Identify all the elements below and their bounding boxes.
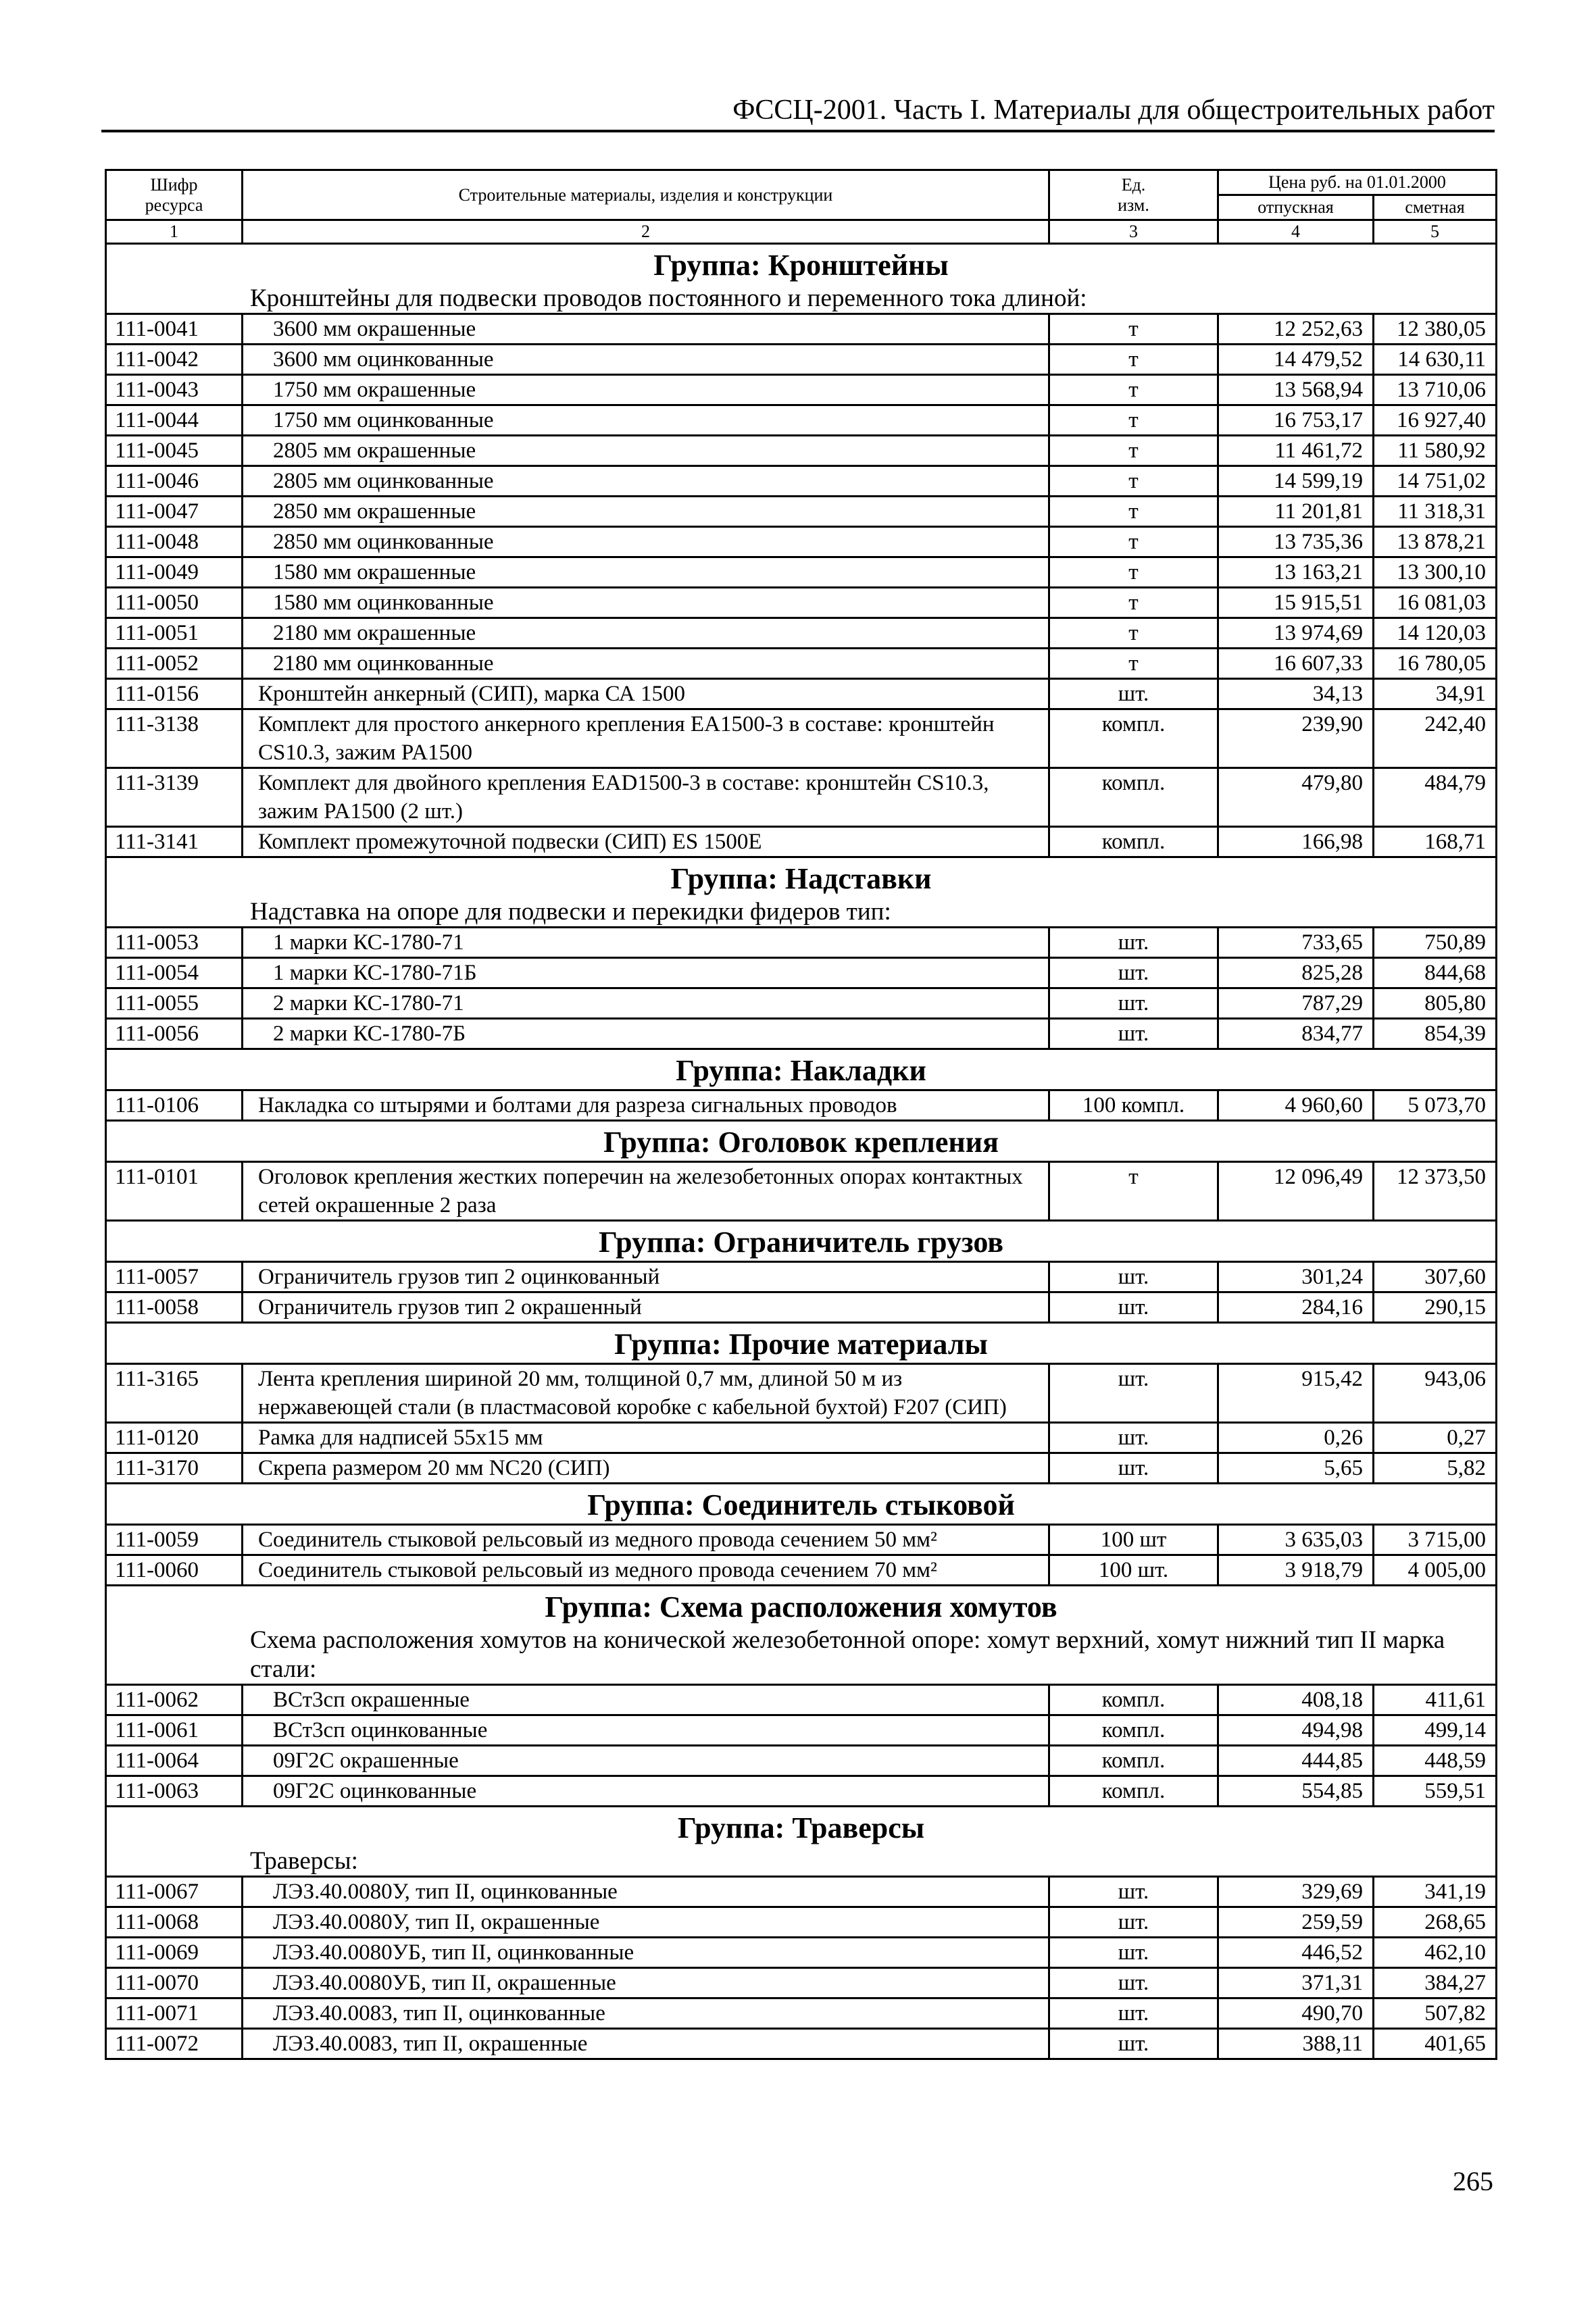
running-header: ФССЦ-2001. Часть I. Материалы для общестроительных работ [732, 95, 1495, 126]
material-name: 1 марки КС-1780-71 [243, 928, 1049, 958]
unit-of-measure: т [1049, 618, 1218, 649]
release-price: 444,85 [1218, 1746, 1374, 1776]
unit-of-measure: компл. [1049, 1685, 1218, 1715]
unit-of-measure: т [1049, 1162, 1218, 1221]
resource-code: 111-3170 [106, 1453, 243, 1484]
release-price: 825,28 [1218, 958, 1374, 988]
estimate-price: 13 878,21 [1374, 527, 1497, 557]
estimate-price: 242,40 [1374, 709, 1497, 768]
material-name: Накладка со штырями и болтами для разреза сигнальных проводов [243, 1090, 1049, 1121]
release-price: 239,90 [1218, 709, 1374, 768]
estimate-price: 484,79 [1374, 768, 1497, 827]
estimate-price: 268,65 [1374, 1907, 1497, 1938]
table-row [106, 988, 1497, 1019]
table-row [106, 527, 1497, 557]
release-price: 329,69 [1218, 1877, 1374, 1907]
group-title: Группа: Накладки [106, 1049, 1497, 1090]
resource-code: 111-0051 [106, 618, 243, 649]
material-name: 1750 мм оцинкованные [243, 405, 1049, 436]
release-price: 490,70 [1218, 1998, 1374, 2029]
material-name: 2805 мм оцинкованные [243, 466, 1049, 497]
table-row [106, 1090, 1497, 1121]
release-price: 13 163,21 [1218, 557, 1374, 588]
unit-of-measure: шт. [1049, 928, 1218, 958]
column-number: 1 [106, 220, 243, 244]
estimate-price: 12 373,50 [1374, 1162, 1497, 1221]
table-body [106, 244, 1497, 2059]
resource-code: 111-3165 [106, 1364, 243, 1423]
column-header-code-line1: Шифр [150, 174, 198, 195]
unit-of-measure: т [1049, 557, 1218, 588]
group-header-row [106, 1484, 1497, 1525]
table-row [106, 679, 1497, 709]
material-name: 2850 мм оцинкованные [243, 527, 1049, 557]
estimate-price: 499,14 [1374, 1715, 1497, 1746]
table-row [106, 618, 1497, 649]
estimate-price: 854,39 [1374, 1019, 1497, 1049]
release-price: 11 461,72 [1218, 436, 1374, 466]
unit-of-measure: шт. [1049, 988, 1218, 1019]
resource-code: 111-0067 [106, 1877, 243, 1907]
unit-of-measure: т [1049, 405, 1218, 436]
column-number: 3 [1049, 220, 1218, 244]
group-note: Траверсы: [106, 1846, 1497, 1877]
resource-code: 111-0044 [106, 405, 243, 436]
group-title: Группа: Траверсы [106, 1807, 1497, 1847]
group-note-row [106, 1846, 1497, 1877]
estimate-price: 290,15 [1374, 1292, 1497, 1323]
resource-code: 111-0069 [106, 1938, 243, 1968]
table-row [106, 1715, 1497, 1746]
group-title: Группа: Прочие материалы [106, 1323, 1497, 1364]
release-price: 166,98 [1218, 827, 1374, 857]
price-table [105, 169, 1497, 2060]
group-header-row [106, 1807, 1497, 1847]
estimate-price: 844,68 [1374, 958, 1497, 988]
release-price: 3 918,79 [1218, 1555, 1374, 1586]
unit-of-measure: шт. [1049, 2029, 1218, 2059]
column-header-name: Строительные материалы, изделия и конструкции [243, 170, 1049, 220]
release-price: 5,65 [1218, 1453, 1374, 1484]
material-name: 3600 мм оцинкованные [243, 345, 1049, 375]
table-row [106, 1998, 1497, 2029]
group-note: Кронштейны для подвески проводов постоянного и переменного тока длиной: [106, 284, 1497, 314]
table-row [106, 1262, 1497, 1292]
material-name: 1750 мм окрашенные [243, 375, 1049, 405]
unit-of-measure: т [1049, 466, 1218, 497]
header-rule [101, 130, 1495, 132]
column-header-unit-line2: изм. [1118, 195, 1149, 215]
material-name: 2 марки КС-1780-7Б [243, 1019, 1049, 1049]
estimate-price: 14 120,03 [1374, 618, 1497, 649]
table-row [106, 314, 1497, 345]
resource-code: 111-0052 [106, 649, 243, 679]
resource-code: 111-0156 [106, 679, 243, 709]
unit-of-measure: шт. [1049, 1453, 1218, 1484]
release-price: 13 568,94 [1218, 375, 1374, 405]
column-header-estimate-price: сметная [1374, 195, 1497, 220]
table-row [106, 375, 1497, 405]
group-title: Группа: Кронштейны [106, 244, 1497, 284]
release-price: 11 201,81 [1218, 497, 1374, 527]
resource-code: 111-0058 [106, 1292, 243, 1323]
table-row [106, 1525, 1497, 1555]
column-number-row [106, 220, 1497, 244]
table-row [106, 436, 1497, 466]
unit-of-measure: компл. [1049, 768, 1218, 827]
unit-of-measure: т [1049, 649, 1218, 679]
unit-of-measure: шт. [1049, 1019, 1218, 1049]
table-row [106, 2029, 1497, 2059]
column-number: 2 [243, 220, 1049, 244]
material-name: 2850 мм окрашенные [243, 497, 1049, 527]
estimate-price: 559,51 [1374, 1776, 1497, 1807]
release-price: 554,85 [1218, 1776, 1374, 1807]
group-note-row [106, 284, 1497, 314]
unit-of-measure: шт. [1049, 1877, 1218, 1907]
release-price: 834,77 [1218, 1019, 1374, 1049]
table-row [106, 345, 1497, 375]
release-price: 16 607,33 [1218, 649, 1374, 679]
resource-code: 111-3139 [106, 768, 243, 827]
column-header-release-price: отпускная [1218, 195, 1374, 220]
release-price: 4 960,60 [1218, 1090, 1374, 1121]
release-price: 12 096,49 [1218, 1162, 1374, 1221]
estimate-price: 16 780,05 [1374, 649, 1497, 679]
estimate-price: 462,10 [1374, 1938, 1497, 1968]
table-row [106, 1877, 1497, 1907]
group-header-row [106, 1121, 1497, 1162]
group-header-row [106, 1323, 1497, 1364]
group-header-row [106, 857, 1497, 898]
estimate-price: 13 300,10 [1374, 557, 1497, 588]
estimate-price: 448,59 [1374, 1746, 1497, 1776]
estimate-price: 3 715,00 [1374, 1525, 1497, 1555]
resource-code: 111-0060 [106, 1555, 243, 1586]
release-price: 408,18 [1218, 1685, 1374, 1715]
column-header-code [106, 170, 243, 220]
group-note-row [106, 1626, 1497, 1685]
unit-of-measure: т [1049, 527, 1218, 557]
column-header-unit-line1: Ед. [1121, 174, 1146, 195]
material-name: Соединитель стыковой рельсовый из медного провода сечением 50 мм² [243, 1525, 1049, 1555]
unit-of-measure: 100 компл. [1049, 1090, 1218, 1121]
resource-code: 111-0059 [106, 1525, 243, 1555]
estimate-price: 11 318,31 [1374, 497, 1497, 527]
column-header-code-line2: ресурса [145, 195, 203, 215]
table-row [106, 405, 1497, 436]
release-price: 388,11 [1218, 2029, 1374, 2059]
group-title: Группа: Надставки [106, 857, 1497, 898]
table-row [106, 1776, 1497, 1807]
release-price: 3 635,03 [1218, 1525, 1374, 1555]
estimate-price: 13 710,06 [1374, 375, 1497, 405]
estimate-price: 168,71 [1374, 827, 1497, 857]
estimate-price: 34,91 [1374, 679, 1497, 709]
material-name: ЛЭЗ.40.0080УБ, тип II, окрашенные [243, 1968, 1049, 1998]
material-name: 2 марки КС-1780-71 [243, 988, 1049, 1019]
table-row [106, 709, 1497, 768]
table-row [106, 928, 1497, 958]
material-name: ЛЭЗ.40.0080У, тип II, окрашенные [243, 1907, 1049, 1938]
column-header-price: Цена руб. на 01.01.2000 [1218, 170, 1497, 195]
resource-code: 111-0063 [106, 1776, 243, 1807]
resource-code: 111-0047 [106, 497, 243, 527]
unit-of-measure: т [1049, 345, 1218, 375]
resource-code: 111-0046 [106, 466, 243, 497]
unit-of-measure: шт. [1049, 679, 1218, 709]
unit-of-measure: шт. [1049, 1292, 1218, 1323]
material-name: ЛЭЗ.40.0083, тип II, оцинкованные [243, 1998, 1049, 2029]
estimate-price: 943,06 [1374, 1364, 1497, 1423]
material-name: 2805 мм окрашенные [243, 436, 1049, 466]
material-name: Ограничитель грузов тип 2 окрашенный [243, 1292, 1049, 1323]
estimate-price: 805,80 [1374, 988, 1497, 1019]
unit-of-measure: компл. [1049, 709, 1218, 768]
unit-of-measure: шт. [1049, 1364, 1218, 1423]
group-header-row [106, 1049, 1497, 1090]
table-row [106, 1685, 1497, 1715]
resource-code: 111-0068 [106, 1907, 243, 1938]
unit-of-measure: т [1049, 375, 1218, 405]
release-price: 479,80 [1218, 768, 1374, 827]
table-row [106, 466, 1497, 497]
table-row [106, 768, 1497, 827]
material-name: 09Г2С оцинкованные [243, 1776, 1049, 1807]
material-name: 09Г2С окрашенные [243, 1746, 1049, 1776]
resource-code: 111-0062 [106, 1685, 243, 1715]
unit-of-measure: шт. [1049, 1998, 1218, 2029]
resource-code: 111-0071 [106, 1998, 243, 2029]
material-name: Соединитель стыковой рельсовый из медного провода сечением 70 мм² [243, 1555, 1049, 1586]
resource-code: 111-0101 [106, 1162, 243, 1221]
material-name: Оголовок крепления жестких поперечин на железобетонных опорах контактных сетей окрашенные 2 раза [243, 1162, 1049, 1221]
resource-code: 111-0048 [106, 527, 243, 557]
resource-code: 111-3141 [106, 827, 243, 857]
unit-of-measure: т [1049, 314, 1218, 345]
column-number: 5 [1374, 220, 1497, 244]
resource-code: 111-3138 [106, 709, 243, 768]
material-name: 1 марки КС-1780-71Б [243, 958, 1049, 988]
resource-code: 111-0054 [106, 958, 243, 988]
unit-of-measure: т [1049, 497, 1218, 527]
release-price: 13 974,69 [1218, 618, 1374, 649]
material-name: ЛЭЗ.40.0083, тип II, окрашенные [243, 2029, 1049, 2059]
group-header-row [106, 1586, 1497, 1626]
material-name: ВСт3сп оцинкованные [243, 1715, 1049, 1746]
resource-code: 111-0070 [106, 1968, 243, 1998]
estimate-price: 5 073,70 [1374, 1090, 1497, 1121]
release-price: 34,13 [1218, 679, 1374, 709]
material-name: Скрепа размером 20 мм NC20 (СИП) [243, 1453, 1049, 1484]
unit-of-measure: шт. [1049, 958, 1218, 988]
material-name: ЛЭЗ.40.0080У, тип II, оцинкованные [243, 1877, 1049, 1907]
resource-code: 111-0045 [106, 436, 243, 466]
release-price: 284,16 [1218, 1292, 1374, 1323]
resource-code: 111-0050 [106, 588, 243, 618]
release-price: 371,31 [1218, 1968, 1374, 1998]
table-row [106, 1162, 1497, 1221]
column-number: 4 [1218, 220, 1374, 244]
material-name: 2180 мм оцинкованные [243, 649, 1049, 679]
material-name: Ограничитель грузов тип 2 оцинкованный [243, 1262, 1049, 1292]
resource-code: 111-0042 [106, 345, 243, 375]
resource-code: 111-0120 [106, 1423, 243, 1453]
table-row [106, 827, 1497, 857]
unit-of-measure: шт. [1049, 1262, 1218, 1292]
group-note: Схема расположения хомутов на конической железобетонной опоре: хомут верхний, хомут нижний тип II марка стали: [106, 1626, 1497, 1685]
table-row [106, 1938, 1497, 1968]
material-name: ВСт3сп окрашенные [243, 1685, 1049, 1715]
table-row [106, 1907, 1497, 1938]
release-price: 494,98 [1218, 1715, 1374, 1746]
table-row [106, 1292, 1497, 1323]
page-number: 265 [1453, 2166, 1493, 2196]
group-title: Группа: Ограничитель грузов [106, 1221, 1497, 1262]
release-price: 733,65 [1218, 928, 1374, 958]
estimate-price: 4 005,00 [1374, 1555, 1497, 1586]
estimate-price: 341,19 [1374, 1877, 1497, 1907]
table-row [106, 1423, 1497, 1453]
release-price: 16 753,17 [1218, 405, 1374, 436]
material-name: Комплект для простого анкерного крепления ЕА1500-3 в составе: кронштейн CS10.3, зажим PA1500 [243, 709, 1049, 768]
release-price: 12 252,63 [1218, 314, 1374, 345]
table-row [106, 649, 1497, 679]
resource-code: 111-0056 [106, 1019, 243, 1049]
release-price: 14 479,52 [1218, 345, 1374, 375]
material-name: Рамка для надписей 55х15 мм [243, 1423, 1049, 1453]
group-title: Группа: Соединитель стыковой [106, 1484, 1497, 1525]
resource-code: 111-0061 [106, 1715, 243, 1746]
resource-code: 111-0055 [106, 988, 243, 1019]
release-price: 14 599,19 [1218, 466, 1374, 497]
material-name: 1580 мм окрашенные [243, 557, 1049, 588]
material-name: 2180 мм окрашенные [243, 618, 1049, 649]
group-title: Группа: Схема расположения хомутов [106, 1586, 1497, 1626]
release-price: 259,59 [1218, 1907, 1374, 1938]
table-row [106, 497, 1497, 527]
table-row [106, 1746, 1497, 1776]
material-name: 3600 мм окрашенные [243, 314, 1049, 345]
resource-code: 111-0049 [106, 557, 243, 588]
unit-of-measure: шт. [1049, 1938, 1218, 1968]
material-name: Комплект для двойного крепления EAD1500-3 в составе: кронштейн CS10.3, зажим PA1500 (2 шт.) [243, 768, 1049, 827]
table-row [106, 1555, 1497, 1586]
table-header-row [106, 170, 1497, 195]
resource-code: 111-0053 [106, 928, 243, 958]
estimate-price: 12 380,05 [1374, 314, 1497, 345]
estimate-price: 16 927,40 [1374, 405, 1497, 436]
group-header-row [106, 244, 1497, 284]
unit-of-measure: т [1049, 588, 1218, 618]
material-name: 1580 мм оцинкованные [243, 588, 1049, 618]
unit-of-measure: шт. [1049, 1968, 1218, 1998]
release-price: 13 735,36 [1218, 527, 1374, 557]
estimate-price: 750,89 [1374, 928, 1497, 958]
release-price: 15 915,51 [1218, 588, 1374, 618]
resource-code: 111-0106 [106, 1090, 243, 1121]
resource-code: 111-0041 [106, 314, 243, 345]
column-header-unit [1049, 170, 1218, 220]
unit-of-measure: компл. [1049, 1746, 1218, 1776]
group-header-row [106, 1221, 1497, 1262]
release-price: 0,26 [1218, 1423, 1374, 1453]
release-price: 915,42 [1218, 1364, 1374, 1423]
material-name: Кронштейн анкерный (СИП), марка СА 1500 [243, 679, 1049, 709]
group-note: Надставка на опоре для подвески и перекидки фидеров тип: [106, 897, 1497, 928]
table-row [106, 1364, 1497, 1423]
estimate-price: 384,27 [1374, 1968, 1497, 1998]
release-price: 787,29 [1218, 988, 1374, 1019]
resource-code: 111-0057 [106, 1262, 243, 1292]
unit-of-measure: шт. [1049, 1423, 1218, 1453]
table-row [106, 557, 1497, 588]
unit-of-measure: компл. [1049, 1776, 1218, 1807]
estimate-price: 307,60 [1374, 1262, 1497, 1292]
group-note-row [106, 897, 1497, 928]
estimate-price: 411,61 [1374, 1685, 1497, 1715]
unit-of-measure: компл. [1049, 1715, 1218, 1746]
release-price: 446,52 [1218, 1938, 1374, 1968]
table-row [106, 958, 1497, 988]
material-name: Лента крепления шириной 20 мм, толщиной 0,7 мм, длиной 50 м из нержавеющей стали (в пластмасовой коробке с кабельной бухтой) F207 (СИП) [243, 1364, 1049, 1423]
estimate-price: 0,27 [1374, 1423, 1497, 1453]
estimate-price: 507,82 [1374, 1998, 1497, 2029]
estimate-price: 11 580,92 [1374, 436, 1497, 466]
unit-of-measure: 100 шт. [1049, 1555, 1218, 1586]
resource-code: 111-0064 [106, 1746, 243, 1776]
table-row [106, 1453, 1497, 1484]
estimate-price: 14 751,02 [1374, 466, 1497, 497]
release-price: 301,24 [1218, 1262, 1374, 1292]
table-row [106, 588, 1497, 618]
unit-of-measure: 100 шт [1049, 1525, 1218, 1555]
unit-of-measure: компл. [1049, 827, 1218, 857]
estimate-price: 401,65 [1374, 2029, 1497, 2059]
group-title: Группа: Оголовок крепления [106, 1121, 1497, 1162]
unit-of-measure: т [1049, 436, 1218, 466]
table-row [106, 1968, 1497, 1998]
table-row [106, 1019, 1497, 1049]
resource-code: 111-0072 [106, 2029, 243, 2059]
estimate-price: 5,82 [1374, 1453, 1497, 1484]
resource-code: 111-0043 [106, 375, 243, 405]
material-name: Комплект промежуточной подвески (СИП) ES 1500E [243, 827, 1049, 857]
estimate-price: 14 630,11 [1374, 345, 1497, 375]
unit-of-measure: шт. [1049, 1907, 1218, 1938]
estimate-price: 16 081,03 [1374, 588, 1497, 618]
material-name: ЛЭЗ.40.0080УБ, тип II, оцинкованные [243, 1938, 1049, 1968]
